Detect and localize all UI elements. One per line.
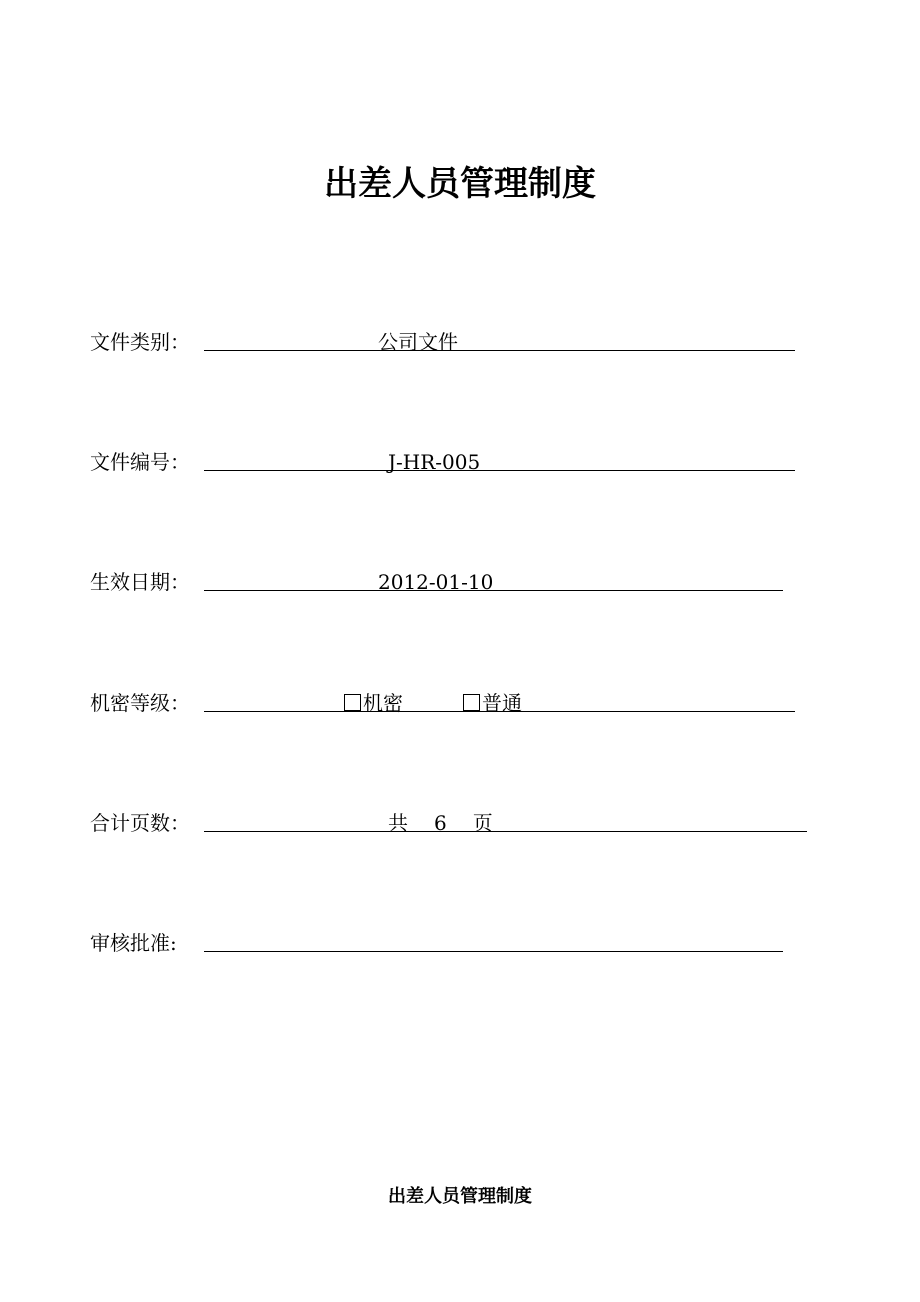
confidentiality-options [344,688,522,718]
normal-option-label: 普通 [482,691,522,715]
confidential-option-label: 机密 [363,691,403,715]
approval-underline [204,951,783,952]
confidential-checkbox[interactable] [344,694,361,711]
document-category-label: 文件类别： [90,330,190,354]
effective-date-underline [204,590,783,591]
effective-date-value: 2012-01-10 [378,570,494,594]
document-number-value: J-HR-005 [388,450,481,474]
total-pages-underline [204,831,807,832]
document-category-underline [204,350,795,351]
total-pages-suffix: 页 [472,811,493,835]
document-title: 出差人员管理制度 [324,164,596,204]
footer-title: 出差人员管理制度 [388,1186,532,1207]
document-category-value: 公司文件 [378,330,458,354]
document-number-underline [204,470,795,471]
effective-date-label: 生效日期： [90,570,190,594]
total-pages-label: 合计页数： [90,811,190,835]
approval-label: 审核批准: [90,931,177,955]
document-number-label: 文件编号： [90,450,190,474]
total-pages-value [388,808,493,838]
normal-checkbox[interactable] [463,694,480,711]
total-pages-count: 6 [434,811,447,835]
total-pages-prefix: 共 [388,811,408,835]
confidentiality-level-label: 机密等级： [90,691,190,715]
